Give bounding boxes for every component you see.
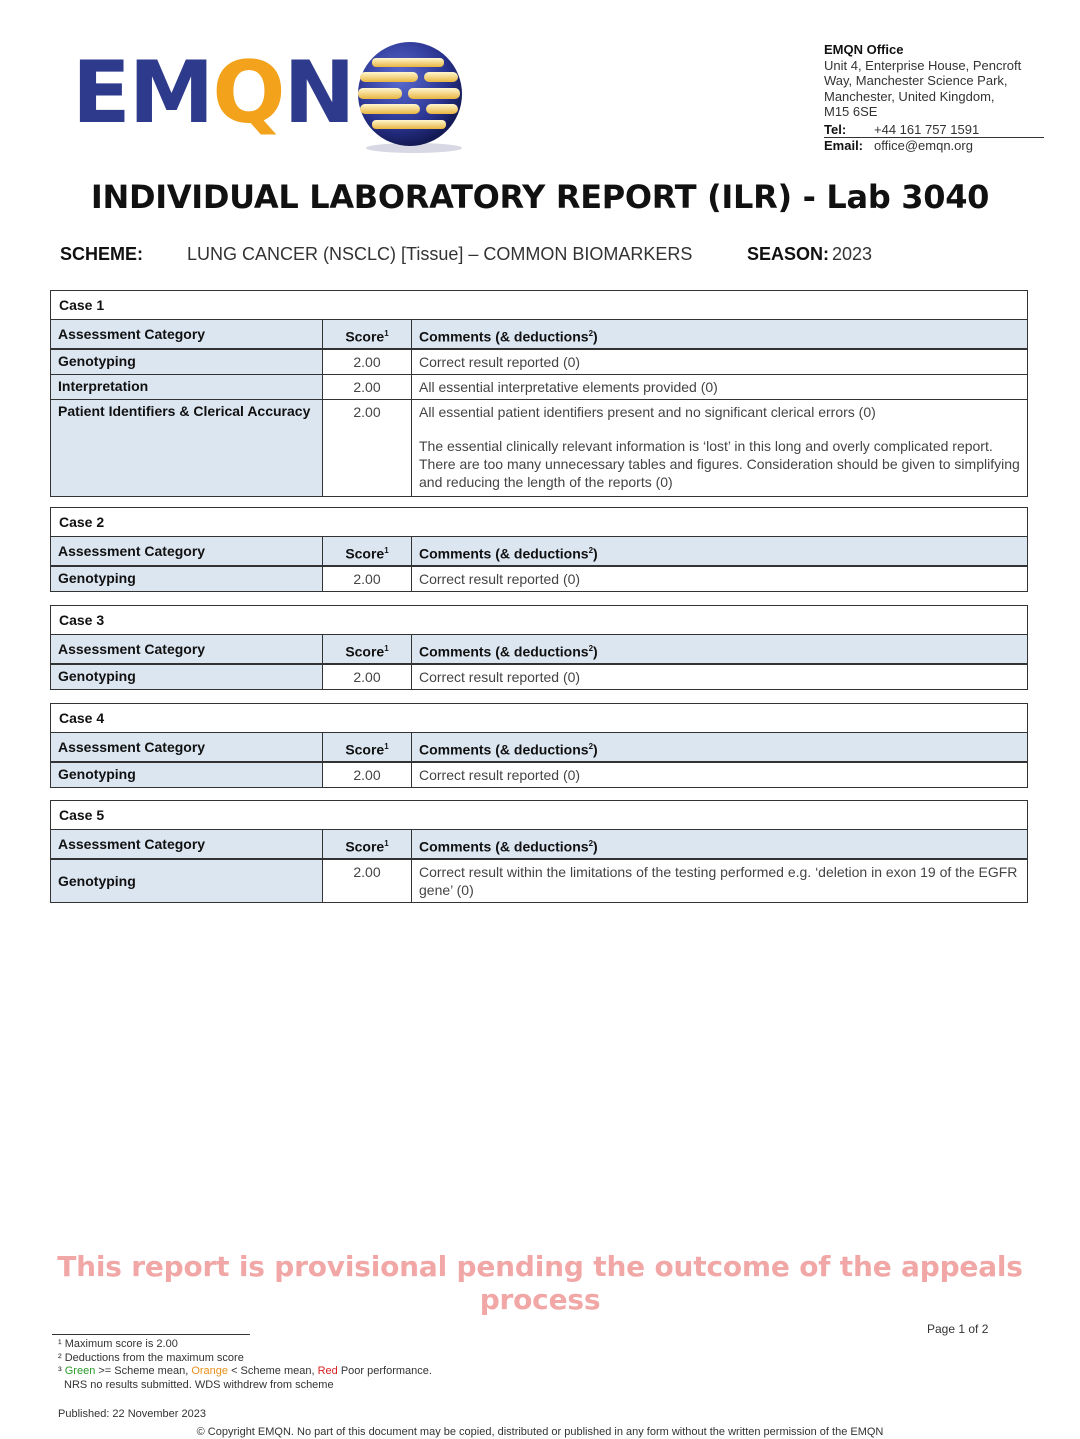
table-row: [51, 567, 1027, 591]
comment-text: All essential patient identifiers present and no significant clerical errors (0): [419, 404, 876, 420]
row-category: Genotyping: [51, 567, 323, 591]
table-header-row: [51, 830, 1027, 860]
row-score: 2.00: [323, 665, 412, 689]
case-table: [50, 507, 1028, 592]
address-line: Manchester, United Kingdom,: [824, 88, 995, 104]
case-title: Case 1: [51, 291, 1027, 320]
header-score: Score$^1$: [323, 733, 412, 761]
comment-text: All essential interpretative elements provided (0): [419, 379, 718, 395]
header-comments: Comments (& deductions$^2$): [419, 545, 598, 562]
table-row: [51, 763, 1027, 787]
row-comments: [412, 665, 1027, 689]
header-comments: Comments (& deductions$^2$): [419, 741, 598, 758]
copyright-notice: © Copyright EMQN. No part of this document may be copied, distributed or published in any form without the written permission of the EMQN: [196, 1426, 884, 1438]
scheme-label: SCHEME:: [60, 244, 144, 264]
table-row: [51, 665, 1027, 689]
orange-legend: Orange: [191, 1365, 229, 1377]
header-score: Score$^1$: [323, 635, 412, 663]
case-table: [50, 800, 1028, 903]
table-row: [51, 400, 1027, 496]
row-category: Patient Identifiers & Clerical Accuracy: [51, 400, 323, 496]
office-address: [824, 42, 1044, 154]
case-table: [50, 290, 1028, 497]
case-table: [50, 605, 1028, 690]
row-comments: [412, 567, 1027, 591]
header-category: Assessment Category: [51, 733, 323, 761]
row-category: Interpretation: [51, 375, 323, 399]
row-comments: [412, 375, 1027, 399]
table-row: [51, 375, 1027, 400]
row-score: 2.00: [323, 400, 412, 496]
footnote-1: ¹ Maximum score is 2.00: [58, 1338, 178, 1350]
row-score: 2.00: [323, 763, 412, 787]
table-row: [51, 860, 1027, 902]
row-category: Genotyping: [51, 860, 323, 902]
case-title: Case 5: [51, 801, 1027, 830]
address-line: Way, Manchester Science Park,: [824, 73, 1008, 88]
row-comments: [412, 860, 1027, 902]
scheme-line: [60, 244, 1020, 268]
red-legend: Red: [317, 1365, 338, 1377]
comment-text: Correct result within the limitations of the testing performed e.g. ‘deletion in exon 19 of the EGFR gene’ (0): [419, 864, 1018, 898]
row-score: 2.00: [323, 350, 412, 374]
case-table: [50, 703, 1028, 788]
email-label: Email:: [824, 138, 864, 153]
case-title: Case 2: [51, 508, 1027, 537]
comment-text: Correct result reported (0): [419, 669, 581, 685]
header-category: Assessment Category: [51, 635, 323, 663]
header-category: Assessment Category: [51, 320, 323, 348]
address-line: M15 6SE: [824, 104, 878, 119]
green-legend: Green: [64, 1365, 96, 1377]
table-row: [51, 350, 1027, 375]
row-score: 2.00: [323, 860, 412, 902]
comment-text: Correct result reported (0): [419, 354, 581, 370]
header-category: Assessment Category: [51, 830, 323, 858]
row-category: Genotyping: [51, 665, 323, 689]
comment-text: The essential clinically relevant information is ‘lost’ in this long and overly complicated report. There are too many unnecessary tables and figures. Consideration should be given to simplifying and reducing the length of the reports (0): [419, 438, 1020, 490]
address-line: Unit 4, Enterprise House, Pencroft: [824, 57, 1022, 73]
table-header-row: [51, 635, 1027, 665]
footnote-divider: [52, 1334, 250, 1335]
header-comments: Comments (& deductions$^2$): [419, 838, 598, 855]
comment-text: Correct result reported (0): [419, 571, 581, 587]
page-number: Page 1 of 2: [927, 1322, 989, 1336]
case-title: Case 3: [51, 606, 1027, 635]
table-header-row: [51, 733, 1027, 763]
comment-text: Correct result reported (0): [419, 767, 581, 783]
case-title: Case 4: [51, 704, 1027, 733]
emqn-logo: [72, 40, 472, 156]
footnote-3: ³ Green >= Scheme mean, Orange < Scheme mean, Red Poor performance.: [58, 1365, 432, 1377]
scheme-value: LUNG CANCER (NSCLC) [Tissue] – COMMON BIOMARKERS: [187, 244, 693, 264]
row-category: Genotyping: [51, 350, 323, 374]
header-comments: Comments (& deductions$^2$): [419, 328, 598, 345]
tel-value: +44 161 757 1591: [874, 121, 980, 137]
row-comments: [412, 763, 1027, 787]
row-category: Genotyping: [51, 763, 323, 787]
published-date: Published: 22 November 2023: [58, 1408, 206, 1420]
season-value: 2023: [832, 244, 873, 264]
row-comments: [412, 350, 1027, 374]
footnote-4: NRS no results submitted. WDS withdrew from scheme: [64, 1378, 334, 1391]
row-score: 2.00: [323, 375, 412, 399]
email-value[interactable]: office@emqn.org: [874, 138, 973, 153]
provisional-notice: This report is provisional pending the outcome of the appeals process: [57, 1250, 1023, 1316]
footnotes: [58, 1338, 432, 1392]
report-title: INDIVIDUAL LABORATORY REPORT (ILR) - Lab 3040: [90, 178, 990, 216]
tel-label: Tel:: [824, 121, 847, 137]
header-score: Score$^1$: [323, 320, 412, 348]
row-comments: [412, 400, 1027, 496]
logo-wordmark: EMQN: [72, 43, 354, 143]
office-title: EMQN Office: [824, 42, 904, 57]
table-header-row: [51, 320, 1027, 350]
header-score: Score$^1$: [323, 830, 412, 858]
globe-icon: [346, 40, 472, 156]
table-header-row: [51, 537, 1027, 567]
header-score: Score$^1$: [323, 537, 412, 565]
header-comments: Comments (& deductions$^2$): [419, 643, 598, 660]
footnote-2: ² Deductions from the maximum score: [58, 1351, 244, 1364]
season-label: SEASON:: [747, 244, 830, 264]
row-score: 2.00: [323, 567, 412, 591]
header-category: Assessment Category: [51, 537, 323, 565]
